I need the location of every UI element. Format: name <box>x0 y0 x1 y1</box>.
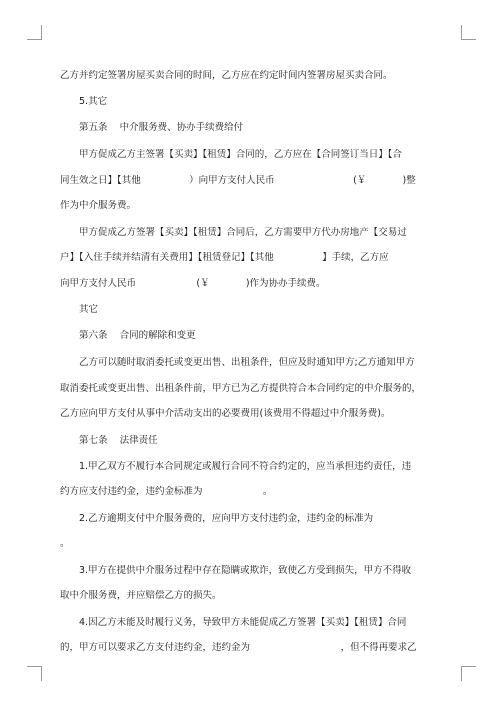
body-line: 户】【入住手续并结清有关费用】【租赁登记】【其他 】手续，乙方应 <box>60 252 389 263</box>
body-line: 的，甲方可以要求乙方支付违约金，违约金为 ，但不得再要求乙 <box>60 642 417 653</box>
article-heading: 第七条 法律责任 <box>79 435 158 446</box>
body-line: 2.乙方逾期支付中介服务费的，应向甲方支付违约金，违约金的标准为 <box>79 513 374 524</box>
body-line: 甲方促成乙方主签署【买卖】【租赁】合同的，乙方应在【合同签订当日】【合 <box>79 149 403 160</box>
article-heading: 第六条 合同的解除和变更 <box>79 330 196 341</box>
body-line: 。 <box>60 538 70 549</box>
body-line: 取消委托或变更出售、出租条件前，甲方已为乙方提供符合本合同约定的中介服务的， <box>60 383 422 394</box>
body-line: 乙方应向甲方支付从事中介活动支出的必要费用(该费用不得超过中介服务费)。 <box>60 408 391 419</box>
body-line: 甲方促成乙方签署【买卖】【租赁】合同后，乙方需要甲方代办房地产【交易过 <box>79 227 407 238</box>
corner-mark-bottom-left <box>27 666 42 681</box>
body-line: 约方应支付违约金，违约金标准为 。 <box>60 486 273 497</box>
section-heading: 5.其它 <box>79 96 108 107</box>
body-line: 3.甲方在提供中介服务过程中存在隐瞒或欺诈，致使乙方受到损失，甲方不得收 <box>79 565 412 576</box>
corner-mark-bottom-right <box>461 666 476 681</box>
body-line: 1.甲乙双方不履行本合同规定或履行合同不符合约定的，应当承担违约责任，违 <box>79 461 412 472</box>
body-line: 作为中介服务费。 <box>60 200 137 211</box>
body-line: 取中介服务费，并应赔偿乙方的损失。 <box>60 590 222 601</box>
article-heading: 第五条 中介服务费、协办手续费给付 <box>79 122 244 133</box>
body-line: 乙方并约定签署房屋买卖合同的时间，乙方应在约定时间内签署房屋买卖合同。 <box>60 70 393 81</box>
corner-mark-top-right <box>461 25 476 40</box>
body-line: 向甲方支付人民币 (￥ )作为协办手续费。 <box>60 278 326 289</box>
corner-mark-top-left <box>27 25 42 40</box>
body-line: 乙方可以随时取消委托或变更出售、出租条件，但应及时通知甲方;乙方通知甲方 <box>79 357 415 368</box>
body-line: 4.因乙方未能及时履行义务，导致甲方未能促成乙方签署【买卖】【租赁】合同 <box>79 617 407 628</box>
body-line: 同生效之日】【其他 ）向甲方支付人民币 (￥ )整 <box>60 175 416 186</box>
section-heading: 其它 <box>79 304 99 315</box>
